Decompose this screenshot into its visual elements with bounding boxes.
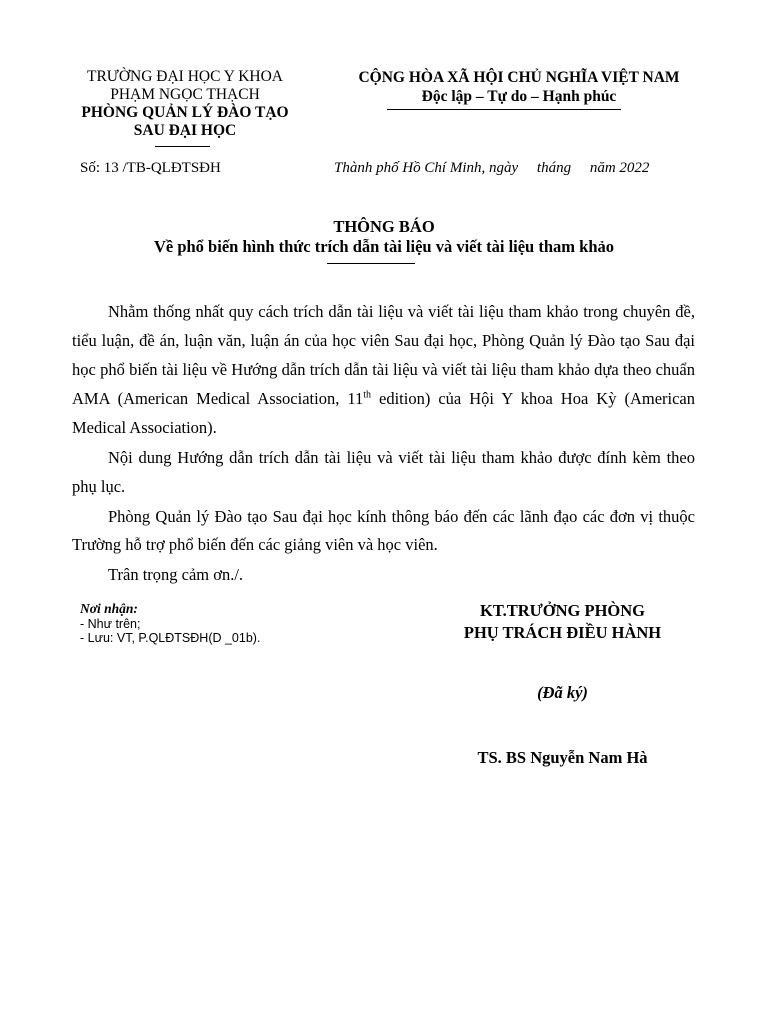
- national-title: CỘNG HÒA XÃ HỘI CHỦ NGHĨA VIỆT NAM: [358, 69, 680, 86]
- signer-title-line2: PHỤ TRÁCH ĐIỀU HÀNH: [463, 623, 662, 642]
- left-header-underline: [155, 146, 210, 147]
- body-paragraph-3: Phòng Quản lý Đào tạo Sau đại học kính thông báo đến các lãnh đạo các đơn vị thuộc Trường hỗ trợ phổ biến đến các giảng viên và học viên.: [72, 507, 695, 554]
- signature-title-block: [420, 600, 705, 644]
- national-motto: Độc lập – Tự do – Hạnh phúc: [421, 88, 617, 105]
- signed-note: (Đã ký): [537, 683, 588, 702]
- university-name-line1: TRƯỜNG ĐẠI HỌC Y KHOA: [86, 68, 283, 85]
- recipient-item: - Lưu: VT, P.QLĐTSĐH(D _01b).: [80, 631, 261, 645]
- recipients-heading: Nơi nhận:: [80, 601, 138, 616]
- body-closing: Trân trọng cảm ơn./.: [108, 565, 244, 584]
- notice-body: [72, 297, 695, 589]
- national-header: [318, 68, 720, 106]
- body-paragraph-1: Nhằm thống nhất quy cách trích dẫn tài liệu và viết tài liệu tham khảo trong chuyên đề, tiểu luận, đề án, luận văn, luận án của học viên Sau đại học, Phòng Quản lý Đào tạo Sau đại học phổ biến tài liệu về Hướng dẫn trích dẫn tài liệu và viết tài liệu tham khảo dựa theo chuẩn AMA (American Medical Association, 11th edition) của Hội Y khoa Hoa Kỳ (American Medical Association).: [72, 302, 695, 437]
- document-number: Số: 13 /TB-QLĐTSĐH: [80, 160, 221, 176]
- recipient-item: - Như trên;: [80, 616, 141, 631]
- department-name-line1: PHÒNG QUẢN LÝ ĐÀO TẠO: [81, 104, 289, 121]
- recipients-block: [80, 602, 260, 646]
- department-name-line2: SAU ĐẠI HỌC: [133, 122, 237, 139]
- place-and-date: Thành phố Hồ Chí Minh, ngày tháng năm 2022: [334, 160, 650, 176]
- issuing-office-header: [60, 68, 310, 140]
- body-paragraph-2: Nội dung Hướng dẫn trích dẫn tài liệu và viết tài liệu tham khảo được đính kèm theo phụ lục.: [72, 448, 695, 496]
- notice-subtitle: Về phổ biến hình thức trích dẫn tài liệu và viết tài liệu tham khảo: [153, 237, 615, 256]
- university-name-line2: PHẠM NGỌC THẠCH: [110, 86, 260, 103]
- signer-name: TS. BS Nguyễn Nam Hà: [477, 748, 648, 767]
- notice-title: THÔNG BÁO: [333, 217, 435, 236]
- notice-title-block: [60, 217, 708, 257]
- signer-title-line1: KT.TRƯỞNG PHÒNG: [480, 601, 645, 620]
- title-underline: [327, 263, 415, 264]
- motto-underline: [387, 109, 621, 110]
